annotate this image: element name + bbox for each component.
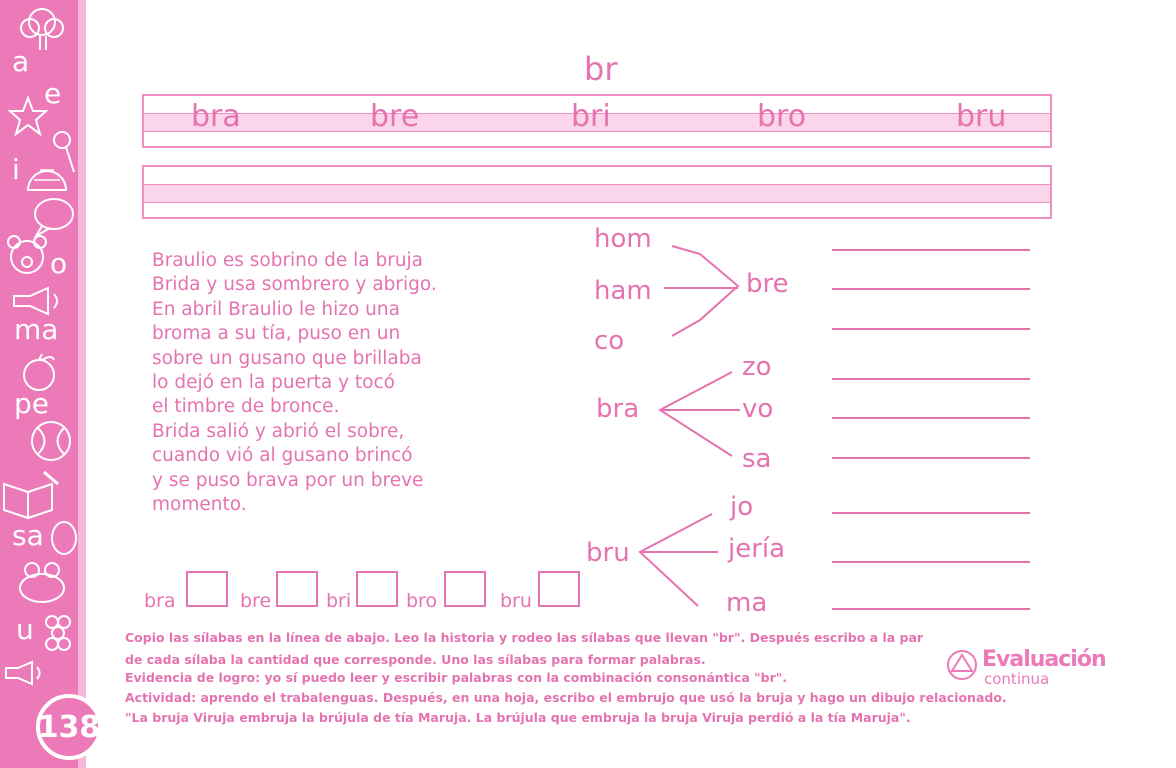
word-part-jo: jo bbox=[730, 492, 754, 522]
answer-line[interactable] bbox=[832, 457, 1030, 459]
story-line: lo dejó en la puerta y tocó bbox=[152, 372, 395, 394]
count-label-bre: bre bbox=[240, 590, 272, 612]
evidence-line: Evidencia de logro: yo sí puedo leer y escribir palabras con la combinación consonántica "br". bbox=[125, 670, 788, 685]
syllable-bri: bri bbox=[571, 99, 611, 134]
word-part-ham: ham bbox=[594, 276, 652, 306]
sidebar-letter-sa: sa bbox=[12, 519, 44, 552]
sidebar-letter-ma: ma bbox=[14, 313, 59, 346]
instruction-line-1: Copio las sílabas en la línea de abajo. Leo la historia y rodeo las sílabas que llevan "br". Después escribo a la par bbox=[125, 630, 924, 645]
story-line: Brida salió y abrió el sobre, bbox=[152, 420, 405, 442]
count-box-bra[interactable] bbox=[186, 571, 228, 607]
activity-label: Actividad bbox=[125, 690, 192, 705]
answer-line[interactable] bbox=[832, 561, 1030, 563]
story-line: momento. bbox=[152, 494, 247, 516]
word-center-bra: bra bbox=[596, 394, 640, 424]
story-line: Brida y usa sombrero y abrigo. bbox=[152, 274, 437, 296]
count-label-bru: bru bbox=[500, 590, 532, 612]
answer-line[interactable] bbox=[832, 249, 1030, 251]
syllable-bra: bra bbox=[191, 99, 241, 134]
count-box-bre[interactable] bbox=[276, 571, 318, 607]
count-box-bru[interactable] bbox=[538, 571, 580, 607]
word-part-vo: vo bbox=[742, 394, 774, 424]
word-part-jeria: jería bbox=[728, 534, 786, 564]
sidebar-letter-a: a bbox=[12, 45, 30, 78]
story-line: sobre un gusano que brillaba bbox=[152, 347, 422, 369]
count-label-bro: bro bbox=[406, 590, 438, 612]
answer-line[interactable] bbox=[832, 608, 1030, 610]
page-title: br bbox=[584, 50, 618, 88]
syllable-bru: bru bbox=[956, 99, 1007, 134]
logo-subtitle: continua bbox=[984, 670, 1050, 688]
sidebar-letter-u: u bbox=[16, 613, 34, 646]
answer-line[interactable] bbox=[832, 417, 1030, 419]
logo-title: Evaluación bbox=[982, 647, 1106, 672]
count-label-bri: bri bbox=[326, 590, 352, 612]
word-part-ma: ma bbox=[726, 588, 768, 618]
count-box-bri[interactable] bbox=[356, 571, 398, 607]
story-line: el timbre de bronce. bbox=[152, 396, 340, 418]
word-part-hom: hom bbox=[594, 224, 652, 254]
story-line: En abril Braulio le hizo una bbox=[152, 298, 400, 320]
activity-line bbox=[125, 690, 1007, 705]
answer-line[interactable] bbox=[832, 378, 1030, 380]
sidebar-letter-i: i bbox=[12, 153, 20, 186]
activity-text: : aprendo el trabalenguas. Después, en una hoja, escribo el embrujo que usó la bruja y hago un dibujo relacionado. bbox=[191, 690, 1007, 705]
sidebar-letter-o: o bbox=[50, 247, 68, 280]
story-line: y se puso brava por un breve bbox=[152, 469, 424, 491]
story-line: cuando vió al gusano brincó bbox=[152, 445, 413, 467]
word-part-sa: sa bbox=[742, 444, 772, 474]
story-line: broma a su tía, puso en un bbox=[152, 323, 401, 345]
count-label-bra: bra bbox=[144, 590, 176, 612]
sidebar-letter-pe: pe bbox=[14, 387, 49, 420]
word-center-bre: bre bbox=[746, 269, 789, 299]
evaluation-logo-icon bbox=[946, 649, 980, 681]
count-box-bro[interactable] bbox=[444, 571, 486, 607]
word-part-co: co bbox=[594, 326, 625, 356]
word-part-zo: zo bbox=[742, 352, 772, 382]
sidebar-letter-e: e bbox=[44, 77, 62, 110]
word-center-bru: bru bbox=[586, 538, 630, 568]
syllable-bre: bre bbox=[370, 99, 420, 134]
story-line: Braulio es sobrino de la bruja bbox=[152, 250, 424, 271]
page-number: 138 bbox=[36, 694, 102, 760]
syllable-bro: bro bbox=[757, 99, 807, 134]
instruction-line-2: de cada sílaba la cantidad que corresponde. Uno las sílabas para formar palabras. bbox=[125, 652, 706, 667]
answer-line[interactable] bbox=[832, 328, 1030, 330]
answer-line[interactable] bbox=[832, 288, 1030, 290]
tongue-twister: "La bruja Viruja embruja la brújula de tía Maruja. La brújula que embruja la bruja Viruja perdió a la tía Maruja". bbox=[125, 710, 911, 725]
answer-line[interactable] bbox=[832, 512, 1030, 514]
